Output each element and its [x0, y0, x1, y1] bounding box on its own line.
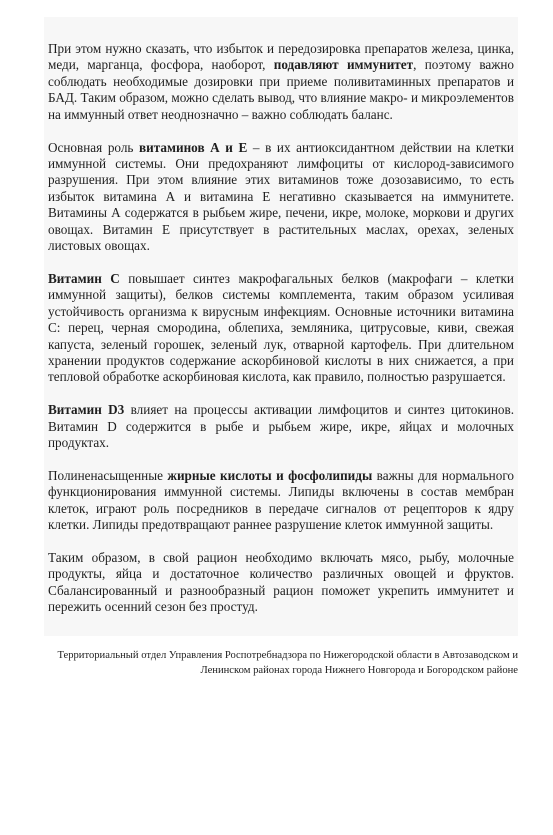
paragraph-vitamin-c: [48, 271, 514, 386]
text-span: – в их антиоксидантном действии на клетки иммунной системы. Они предохраняют лимфоциты от кислород-зависимого разрушения. При этом влияние этих витаминов тоже дозозависимо, то есть избыток витамина А и витамина Е негативно сказывается на иммунитете. Витамины А содержатся в рыбьем жире, печени, икре, молоке, моркови и других овощах. Витамин Е присутствует в растительных маслах, орехах, зеленых листовых овощах.: [48, 139, 514, 253]
paragraph-fatty-acids: [48, 468, 514, 534]
footer-line-2: Ленинском районах города Нижнего Новгорода и Богородском районе: [200, 665, 518, 676]
text-span: Таким образом, в свой рацион необходимо включать мясо, рыбу, молочные продукты, яйца и достаточное количество различных овощей и фруктов. Сбалансированный и разнообразный рацион поможет укрепить иммунитет и пережить осенний сезон без простуд.: [48, 550, 514, 615]
bold-text-span: подавляют иммунитет: [273, 57, 414, 73]
article-body: [48, 41, 514, 632]
paragraph-vitamin-d3: [48, 402, 514, 451]
paragraph-minerals: [48, 41, 514, 123]
footer-attribution: [44, 648, 518, 678]
text-span: Полиненасыщенные: [48, 467, 168, 483]
text-span: При этом нужно сказать, что избыток и передозировка препаратов железа, цинка, меди, марганца, фосфора, наоборот,: [48, 41, 514, 73]
text-span: влияет на процессы активации лимфоцитов и синтез цитокинов. Витамин D содержится в рыбе и рыбьем жире, икре, яйцах и молочных продуктах.: [48, 402, 514, 451]
bold-text-span: витаминов А и Е: [139, 139, 248, 155]
footer-line-1: Территориальный отдел Управления Роспотребнадзора по Нижегородской области в Автозаводском и: [57, 650, 518, 661]
text-span: важны для нормального функционирования иммунной системы. Липиды включены в состав мембран клеток, играют роль посредников в передаче сигналов от рецепторов к ядру клетки. Липиды предотвращают раннее разрушение клеток иммунной защиты.: [48, 467, 515, 533]
bold-text-span: жирные кислоты и фосфолипиды: [167, 467, 373, 483]
bold-text-span: Витамин С: [48, 270, 120, 286]
paragraph-vitamins-a-e: [48, 140, 514, 255]
text-span: , поэтому важно соблюдать необходимые дозировки при приеме поливитаминных препаратов и БАД. Таким образом, можно сделать вывод, что влияние макро- и микроэлементов на иммунный ответ неоднозначно – важно соблюдать баланс.: [48, 57, 514, 122]
paragraph-conclusion: [48, 550, 514, 616]
bold-text-span: Витамин D3: [48, 402, 125, 418]
text-span: повышает синтез макрофагальных белков (макрофаги – клетки иммунной защиты), белков системы комплемента, таким образом усиливая устойчивость организма к вирусным инфекциям. Основные источники витамина С: перец, черная смородина, облепиха, земляника, цитрусовые, киви, свежая капуста, зеленый горошек, зеленый лук, отварной картофель. При длительном хранении продуктов содержание аскорбиновой кислоты в них снижается, а при тепловой обработке аскорбиновая кислота, как правило, полностью разрушается.: [48, 270, 514, 385]
text-span: Основная роль: [48, 139, 140, 155]
